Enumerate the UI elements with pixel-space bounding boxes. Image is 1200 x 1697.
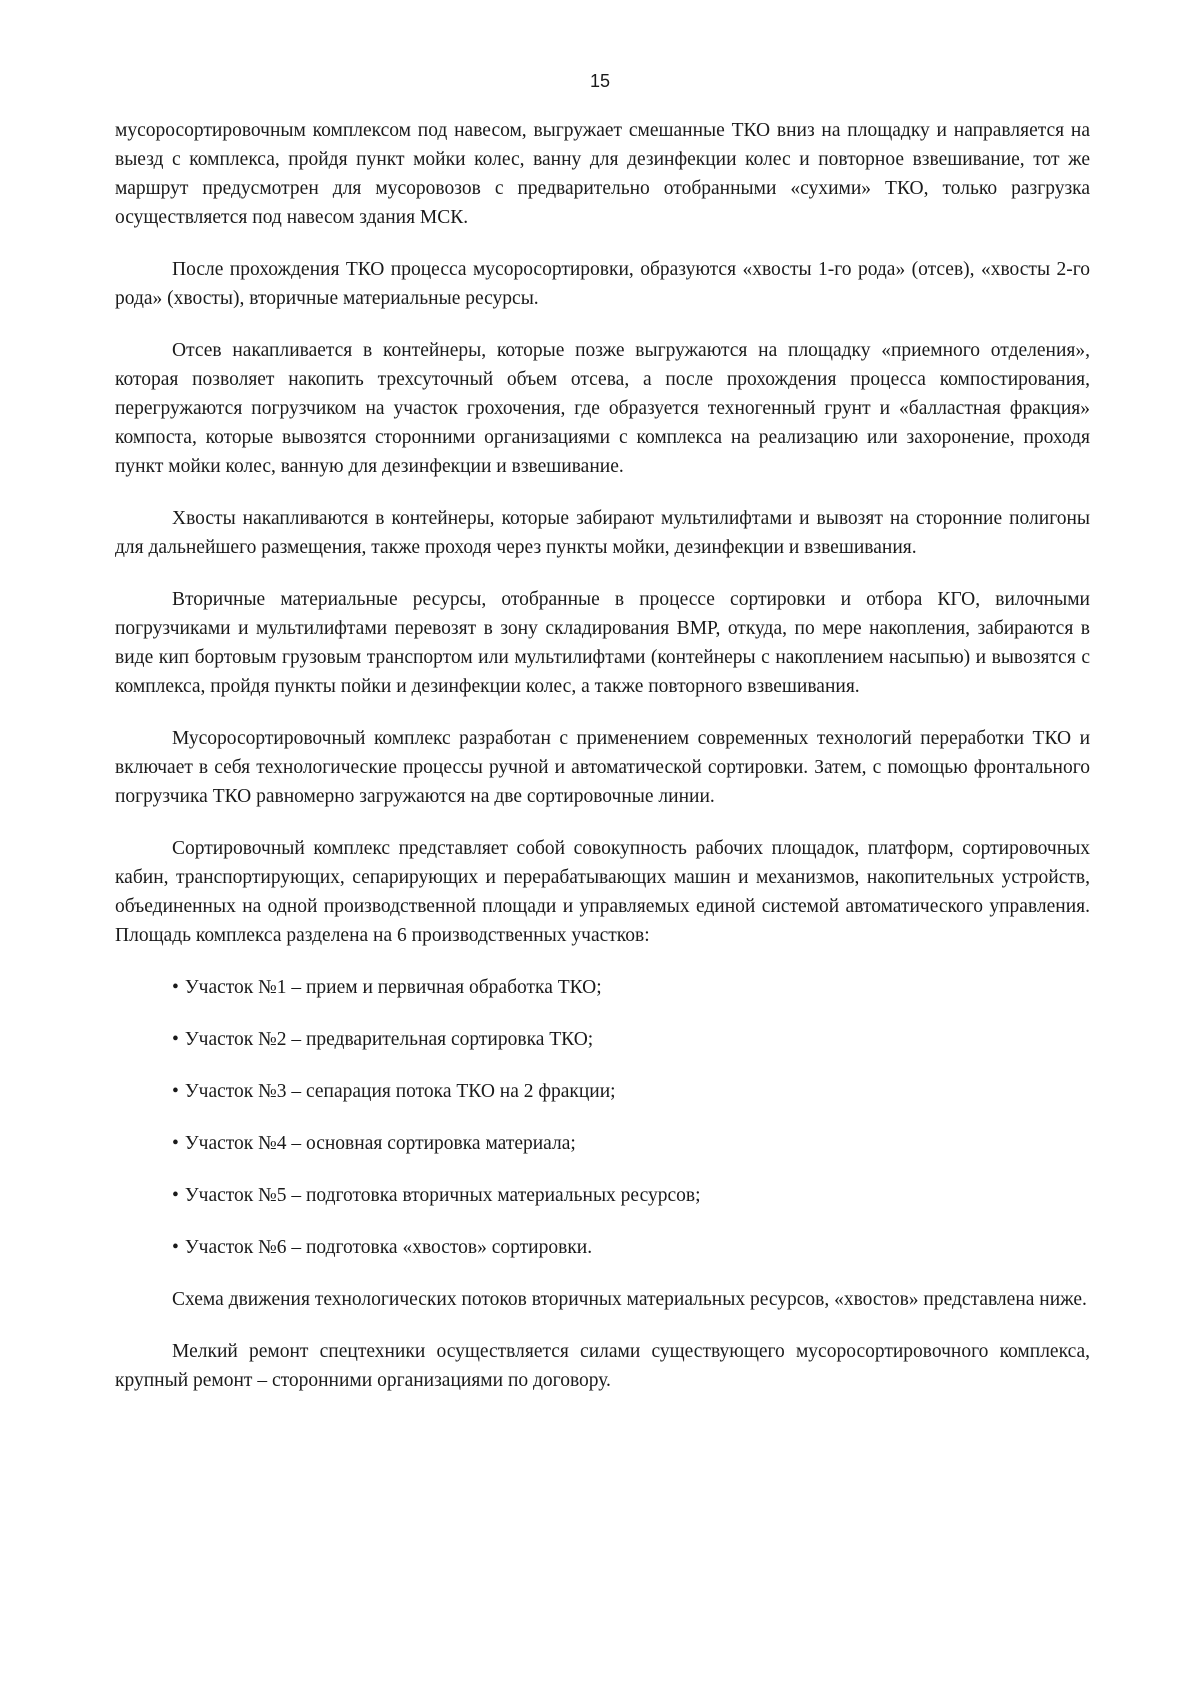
list-item-section-3 — [172, 1077, 1090, 1106]
list-item-text: Участок №5 – подготовка вторичных материальных ресурсов; — [184, 1185, 701, 1206]
list-item-text: Участок №4 – основная сортировка материала; — [184, 1133, 576, 1154]
bullet-icon: • — [172, 1237, 179, 1258]
paragraph-tails: Хвосты накапливаются в контейнеры, которые забирают мультилифтами и вывозят на сторонние полигоны для дальнейшего размещения, также проходя через пункты мойки, дезинфекции и взвешивания. — [115, 508, 1090, 558]
paragraph-complex-structure: Сортировочный комплекс представляет собой совокупность рабочих площадок, платформ, сортировочных кабин, транспортирующих, сепарирующих и перерабатывающих машин и механизмов, накопительных устройств, объединенных на одной производственной площади и управляемых единой системой автоматического управления. Площадь комплекса разделена на 6 производственных участков: — [115, 838, 1090, 946]
bullet-icon: • — [172, 977, 179, 998]
document-body — [115, 116, 1090, 1418]
paragraph-secondary-resources: Вторичные материальные ресурсы, отобранные в процессе сортировки и отбора КГО, вилочными погрузчиками и мультилифтами перевозят в зону складирования ВМР, откуда, по мере накопления, забираются в виде кип бортовым грузовым транспортом или мультилифтами (контейнеры с накоплением насыпью) и вывозятся с комплекса, пройдя пункты пойки и дезинфекции колес, а также повторного взвешивания. — [115, 589, 1090, 697]
bullet-icon: • — [172, 1185, 179, 1206]
bullet-icon: • — [172, 1133, 179, 1154]
paragraph-continuation: мусоросортировочным комплексом под навесом, выгружает смешанные ТКО вниз на площадку и направляется на выезд с комплекса, пройдя пункт мойки колес, ванну для дезинфекции колес и повторное взвешивание, тот же маршрут предусмотрен для мусоровозов с предварительно отобранными «сухими» ТКО, только разгрузка осуществляется под навесом здания МСК. — [115, 120, 1090, 228]
bullet-icon: • — [172, 1081, 179, 1102]
paragraph-screenings: Отсев накапливается в контейнеры, которые позже выгружаются на площадку «приемного отделения», которая позволяет накопить трехсуточный объем отсева, а после прохождения процесса компостирования, перегружаются погрузчиком на участок грохочения, где образуется техногенный грунт и «балластная фракция» компоста, которые вывозятся сторонними организациями с комплекса на реализацию или захоронение, проходя пункт мойки колес, ванную для дезинфекции и взвешивание. — [115, 340, 1090, 477]
paragraph-repair: Мелкий ремонт спецтехники осуществляется силами существующего мусоросортировочного комплекса, крупный ремонт – сторонними организациями по договору. — [115, 1341, 1090, 1391]
list-item-section-2 — [172, 1025, 1090, 1054]
bullet-icon: • — [172, 1029, 179, 1050]
list-item-section-1 — [172, 973, 1090, 1002]
list-item-section-5 — [172, 1181, 1090, 1210]
list-item-text: Участок №6 – подготовка «хвостов» сортировки. — [184, 1237, 593, 1258]
page-number: 15 — [589, 71, 611, 91]
list-item-section-4 — [172, 1129, 1090, 1158]
list-item-text: Участок №3 – сепарация потока ТКО на 2 фракции; — [184, 1081, 616, 1102]
list-item-section-6 — [172, 1233, 1090, 1262]
list-item-text: Участок №1 – прием и первичная обработка ТКО; — [184, 977, 602, 998]
list-item-text: Участок №2 – предварительная сортировка ТКО; — [184, 1029, 594, 1050]
paragraph-complex-technology: Мусоросортировочный комплекс разработан с применением современных технологий переработки ТКО и включает в себя технологические процессы ручной и автоматической сортировки. Затем, с помощью фронтального погрузчика ТКО равномерно загружаются на две сортировочные линии. — [115, 728, 1090, 807]
paragraph-sorting-output: После прохождения ТКО процесса мусоросортировки, образуются «хвосты 1-го рода» (отсев), «хвосты 2-го рода» (хвосты), вторичные материальные ресурсы. — [115, 259, 1090, 309]
paragraph-flow-scheme: Схема движения технологических потоков вторичных материальных ресурсов, «хвостов» представлена ниже. — [172, 1289, 1087, 1310]
